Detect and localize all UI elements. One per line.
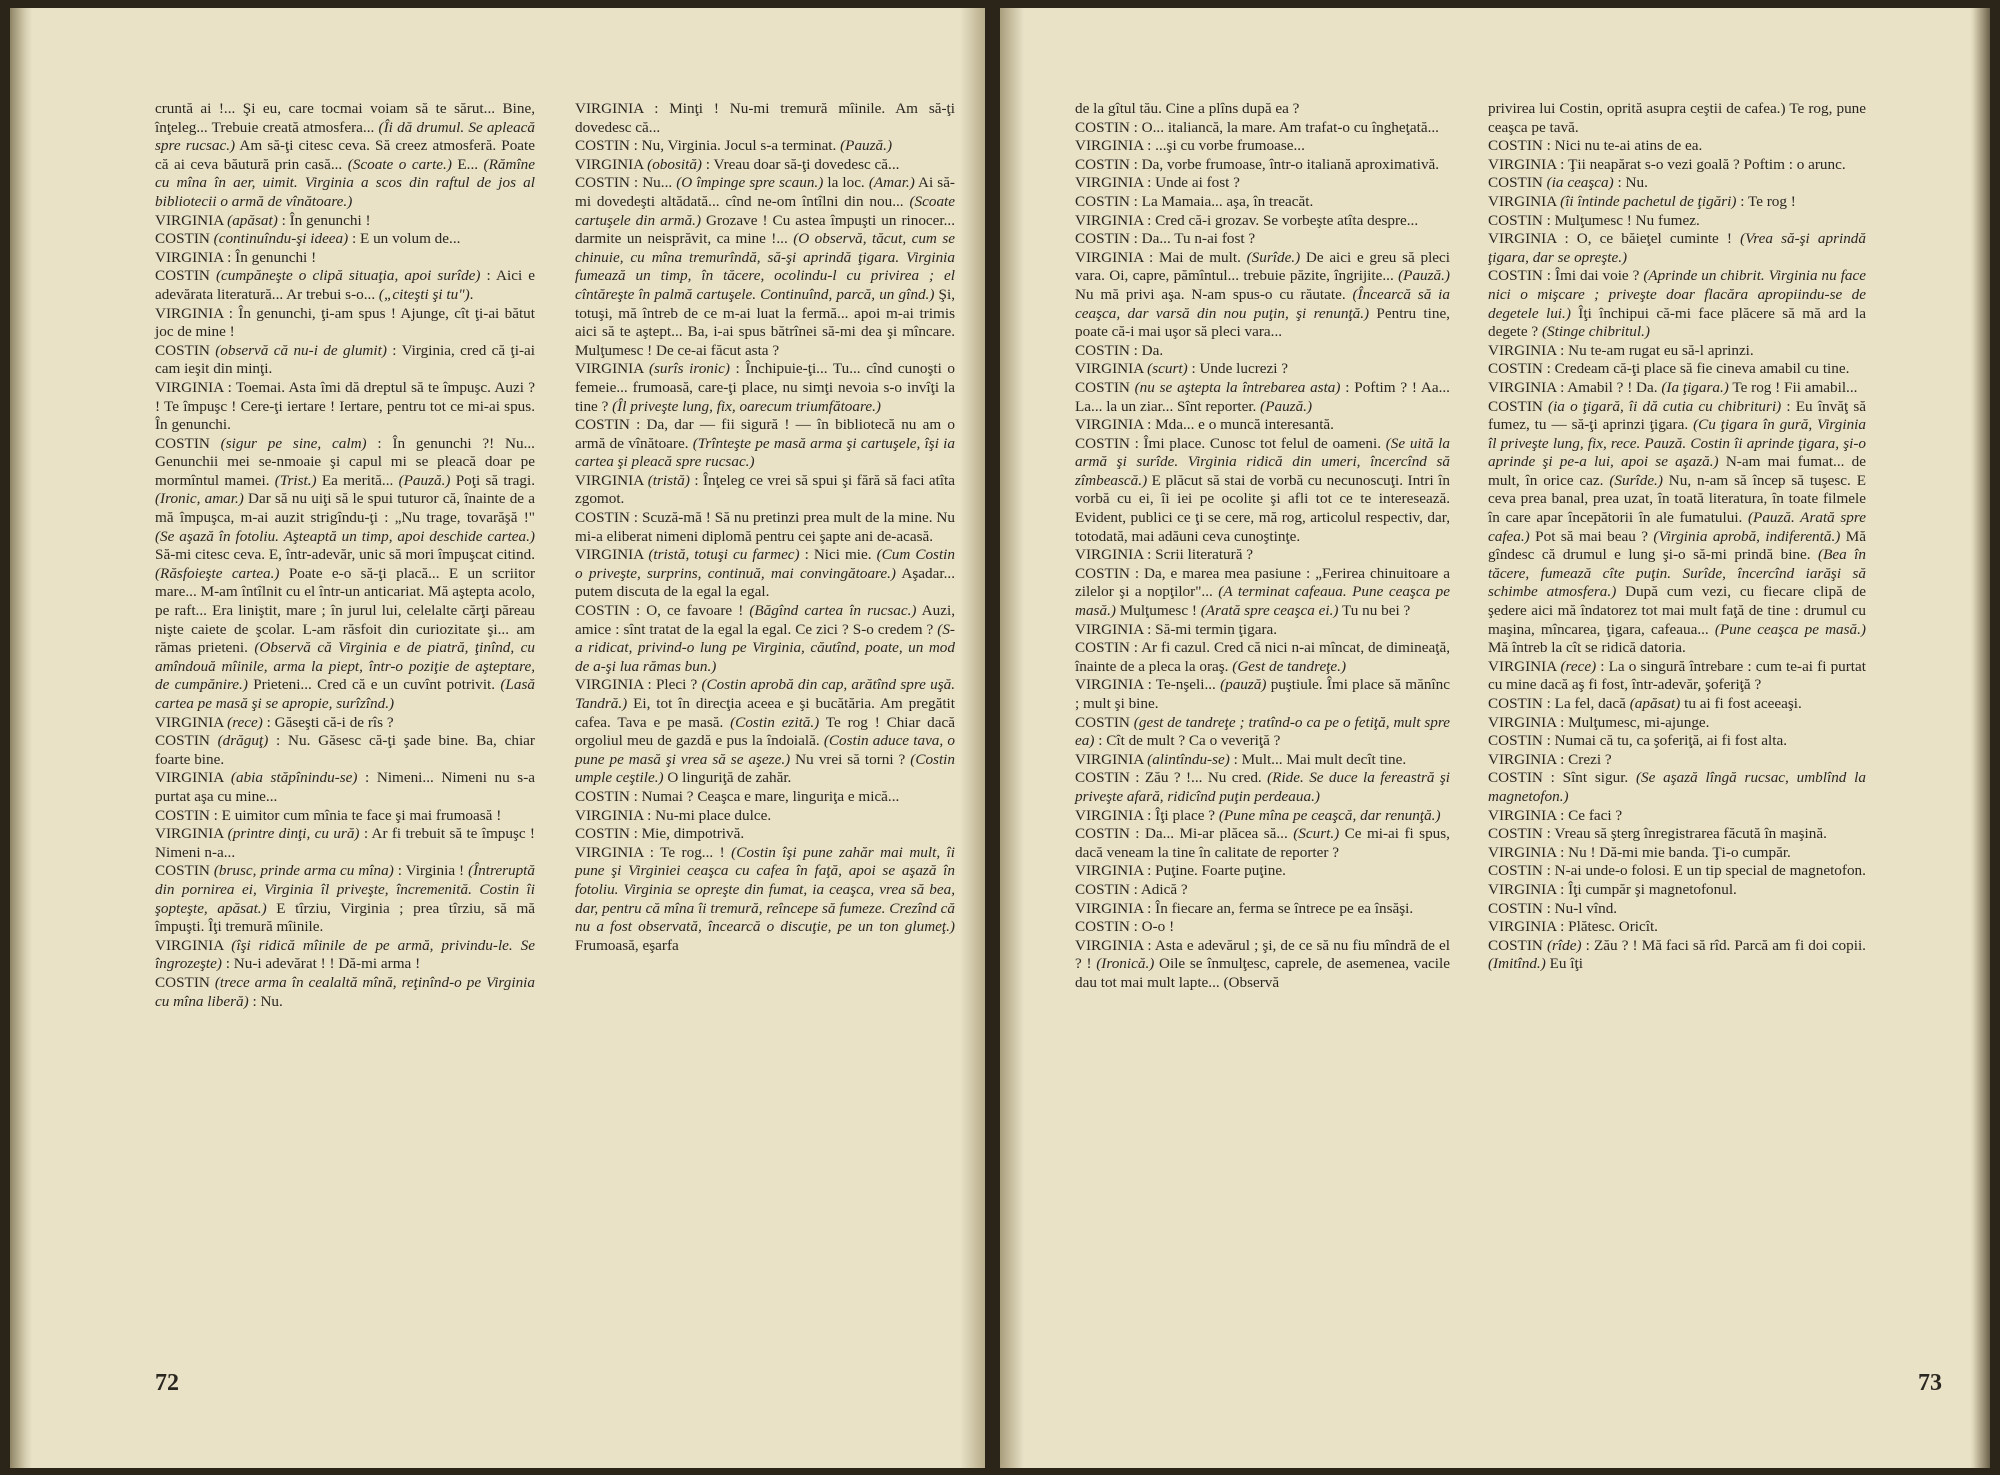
dialogue-line: VIRGINIA (rece) : Găseşti că-i de rîs ?	[155, 713, 394, 731]
dialogue-line: COSTIN : Credeam că-ţi place să fie cineva amabil cu tine.	[1488, 360, 1850, 378]
page-edge-shadow	[1970, 8, 1990, 1468]
dialogue-line: VIRGINIA : Îţi place ? (Pune mîna pe ceaşcă, dar renunţă.)	[1075, 806, 1441, 824]
dialogue-line: VIRGINIA : Mai de mult. (Surîde.) De aici e greu să pleci vara. Oi, capre, pămîntul... trebuie păzite, îngrijite... (Pauză.) Nu mă privi aşa. N-am spus-o cu răutate. (Încearcă să ia ceaşca, dar varsă din nou puţin, şi renunţă.) Pentru tine, poate că-i mai uşor să pleci vara...	[1075, 248, 1450, 341]
dialogue-line: COSTIN : Nici nu te-ai atins de ea.	[1488, 137, 1703, 155]
dialogue-line: COSTIN : Da, e marea mea pasiune : „Ferirea chinuitoare a zilelor şi a nopţilor"... (A terminat cafeaua. Pune ceaşca pe masă.) Mulţumesc ! (Arată spre ceaşca ei.) Tu nu bei ?	[1075, 564, 1450, 620]
dialogue-line: VIRGINIA : Asta e adevărul ; şi, de ce să nu fiu mîndră de el ? ! (Ironică.) Oile se înmulţesc, caprele, de asemenea, vacile dau tot mai mult lapte... (Observă	[1075, 936, 1450, 991]
dialogue-line: COSTIN : Scuză-mă ! Să nu pretinzi prea mult de la mine. Nu mi-a eliberat nimeni diplomă pentru cei şapte ani de-acasă.	[575, 509, 955, 545]
dialogue-line: VIRGINIA : Crezi ?	[1488, 750, 1612, 768]
text-column-3	[1075, 100, 1450, 993]
dialogue-line: VIRGINIA : Mulţumesc, mi-ajunge.	[1488, 713, 1710, 731]
dialogue-line: COSTIN (cumpăneşte o clipă situaţia, apoi surîde) : Aici e adevărata literatură... Ar trebui s-o... („citeşti şi tu").	[155, 267, 535, 303]
dialogue-line: VIRGINIA : În genunchi, ţi-am spus ! Ajunge, cît ţi-ai bătut joc de mine !	[155, 304, 535, 341]
dialogue-line: cruntă ai !... Şi eu, care tocmai voiam să te sărut... Bine, înţeleg... Trebuie creată atmosfera... (Îi dă drumul. Se apleacă spre rucsac.) Am să-ţi citesc ceva. Să creez atmosferă. Poate că ai ceva băutură prin casă... (Scoate o carte.) E... (Rămîne cu mîna în aer, uimit. Virginia a scos din raftul de jos al bibliotecii o armă de vînătoare.)	[155, 100, 536, 210]
dialogue-line: VIRGINIA (alintîndu-se) : Mult... Mai mult decît tine.	[1075, 750, 1407, 768]
dialogue-line: COSTIN : Mulţumesc ! Nu fumez.	[1488, 211, 1700, 229]
dialogue-line: VIRGINIA : O, ce băieţel cuminte ! (Vrea să-şi aprindă ţigara, dar se opreşte.)	[1488, 230, 1866, 266]
text-column-2	[575, 100, 955, 955]
dialogue-line: COSTIN (rîde) : Zău ? ! Mă faci să rîd. Parcă am fi doi copii. (Imitînd.) Eu îţi	[1488, 936, 1866, 973]
dialogue-line: COSTIN : Numai ? Ceaşca e mare, linguriţa e mică...	[575, 787, 900, 805]
dialogue-line: VIRGINIA (surîs ironic) : Închipuie-ţi... Tu... cînd cunoşti o femeie... frumoasă, care-ţi place, nu simţi nevoia s-o invîţi la tine ? (Îl priveşte lung, fix, oarecum triumfătoare.)	[575, 360, 955, 415]
dialogue-line: COSTIN : Da.	[1075, 341, 1164, 359]
dialogue-line: COSTIN : Îmi place. Cunosc tot felul de oameni. (Se uită la armă şi surîde. Virginia ridică din umeri, încercînd să zîmbească.) E plăcut să stai de vorbă cu necunoscuţi. Intri în vorbă cu ei, îi iei pe ocolite şi afli tot ce te interesează. Evident, publici ce ţi se cere, mă rog, articolul respectiv, dar, totodată, mai adăuni ceva cunoştinţe.	[1075, 434, 1450, 545]
dialogue-line: COSTIN : La Mamaia... aşa, în treacăt.	[1075, 192, 1314, 210]
dialogue-line: COSTIN (drăguţ) : Nu. Găsesc că-ţi şade bine. Ba, chiar foarte bine.	[155, 732, 535, 768]
dialogue-line: VIRGINIA : Unde ai fost ?	[1075, 174, 1240, 192]
dialogue-line: VIRGINIA : Puţine. Foarte puţine.	[1075, 862, 1286, 880]
dialogue-line: VIRGINIA (scurt) : Unde lucrezi ?	[1075, 360, 1288, 378]
dialogue-line: VIRGINIA : Toemai. Asta îmi dă dreptul să te împuşc. Auzi ? ! Te împuşc ! Cere-ţi iertare ! Iertare, pentru tot ce mi-ai spus. În genunchi.	[155, 378, 535, 434]
dialogue-line: COSTIN : Nu... (O împinge spre scaun.) la loc. (Amar.) Ai să-mi dovedeşti altădată... cînd ne-om întîlni din nou... (Scoate cartuşele din armă.) Grozave ! Cu astea împuşti un rinocer... darmite un neisprăvit, ca mine !... (O observă, tăcut, cum se chinuie, cu mîna tremurîndă, să-şi aprindă ţigara. Virginia fumează un timp, în tăcere, ocolindu-l cu privirea ; el cîntăreşte în palmă cartuşele. Continuînd, parcă, un gînd.) Şi, totuşi, mă întreb de ce m-ai luat la fermă... apoi m-ai trimis aici să te aştept... Ba, i-ai spus bătrînei să-mi dea şi mîncare. Mulţumesc ! De ce-ai făcut asta ?	[575, 174, 955, 359]
dialogue-line: VIRGINIA : Nu ! Dă-mi mie banda. Ţi-o cumpăr.	[1488, 843, 1791, 861]
dialogue-line: VIRGINIA : Ţii neapărat s-o vezi goală ? Poftim : o arunc.	[1488, 155, 1846, 173]
dialogue-line: COSTIN (trece arma în cealaltă mînă, reţinînd-o pe Virginia cu mîna liberă) : Nu.	[155, 973, 535, 1010]
dialogue-line: COSTIN : La fel, dacă (apăsat) tu ai fi fost aceeaşi.	[1488, 695, 1802, 712]
dialogue-line: COSTIN : O... italiancă, la mare. Am trafat-o cu îngheţată...	[1075, 118, 1439, 136]
dialogue-line: VIRGINIA : Te-nşeli... (pauză) puştiule. Îmi place să mănînc ; mult şi bine.	[1075, 676, 1450, 712]
right-page	[1000, 8, 1990, 1468]
dialogue-line: COSTIN : Da... Tu n-ai fost ?	[1075, 230, 1256, 248]
dialogue-line: VIRGINIA : Scrii literatură ?	[1075, 546, 1253, 564]
dialogue-line: VIRGINIA (obosită) : Vreau doar să-ţi dovedesc că...	[575, 155, 900, 173]
page-number-left: 72	[155, 1370, 179, 1396]
dialogue-line: COSTIN : Da... Mi-ar plăcea să... (Scurt.) Ce mi-ai fi spus, dacă veneam la tine în calitate de reporter ?	[1075, 825, 1450, 861]
dialogue-line: COSTIN (sigur pe sine, calm) : În genunchi ?! Nu... Genunchii mei se-nmoaie şi capul mi se pleacă doar pe mormîntul mamei. (Trist.) Ea merită... (Pauză.) Poţi să tragi. (Ironic, amar.) Dar să nu uiţi să le spui tuturor că, înainte de a mă împuşca, m-ai auzit strigîndu-ţi : „Nu trage, tovarăşă !" (Se aşază în fotoliu. Aşteaptă un timp, apoi deschide cartea.) Să-mi citesc ceva. E, într-adevăr, unic să mori împuşcat citind. (Răsfoieşte cartea.) Poate e-o să-ţi placă... E un scriitor mare... M-am întîlnit cu el într-un anticariat. Mă aştepta acolo, pe raft... Era liniştit, mare ; în jurul lui, celelalte cărţi păreau nişte caiete de şcolar. L-am răsfoit din curiozitate şi... am rămas prieteni. (Observă că Virginia e de piatră, ţinînd, cu amîndouă mîinile, arma la piept, într-o poziţie de aşteptare, de cumpănire.) Prieteni... Cred că e un cuvînt potrivit. (Lasă cartea pe masă şi se apropie, surîzînd.)	[155, 434, 536, 712]
dialogue-line: VIRGINIA : Nu te-am rugat eu să-l aprinzi.	[1488, 341, 1754, 359]
dialogue-line: VIRGINIA : Nu-mi place dulce.	[575, 806, 772, 824]
dialogue-line: VIRGINIA : Minţi ! Nu-mi tremură mîinile. Am să-ţi dovedesc că...	[575, 100, 955, 136]
dialogue-line: VIRGINIA : Să-mi termin ţigara.	[1075, 620, 1278, 638]
dialogue-line: VIRGINIA : Ce faci ?	[1488, 806, 1623, 824]
dialogue-line: COSTIN (ia o ţigară, îi dă cutia cu chibrituri) : Eu învăţ să fumez, tu — să-ţi aprinzi ţigara. (Cu ţigara în gură, Virginia îl priveşte lung, fix, rece. Pauză. Costin îi aprinde ţigara, şi-o aprinde şi pe-a lui, apoi se aşază.) N-am mai fumat... de mult, în orice caz. (Surîde.) Nu, n-am să încep să tuşesc. E ceva prea banal, prea uzat, în toată literatura, în toate filmele în care apar începătorii în ale fumatului. (Pauză. Arată spre cafea.) Pot să mai beau ? (Virginia aprobă, indiferentă.) Mă gîndesc că drumul e lung şi-o să-mi prindă bine. (Bea în tăcere, fumează cîte puţin. Surîde, încercînd iarăşi să schimbe atmosfera.) După cum vezi, cu fiecare clipă de şedere aici mă îndatorez tot mai mult faţă de tine : drumul cu maşina, mîncarea, ţigara, cafeaua... (Pune ceaşca pe masă.) Mă întreb la cît se ridică datoria.	[1488, 397, 1867, 657]
gutter-shadow	[960, 8, 984, 1468]
dialogue-line: COSTIN : Mie, dimpotrivă.	[575, 825, 745, 843]
dialogue-line: COSTIN (ia ceaşca) : Nu.	[1488, 174, 1648, 192]
dialogue-line: VIRGINIA (tristă, totuşi cu farmec) : Nici mie. (Cum Costin o priveşte, surprins, continuă, mai convingătoare.) Aşadar... putem discuta de la egal la egal.	[575, 546, 955, 601]
dialogue-line: COSTIN : O-o !	[1075, 918, 1175, 936]
dialogue-line: VIRGINIA (tristă) : Înţeleg ce vrei să spui şi fără să faci atîta zgomot.	[575, 471, 955, 508]
dialogue-line: VIRGINIA (îi întinde pachetul de ţigări) : Te rog !	[1488, 192, 1796, 210]
dialogue-line: VIRGINIA : ...şi cu vorbe frumoase...	[1075, 137, 1305, 155]
dialogue-line: COSTIN : Nu-l vînd.	[1488, 899, 1618, 917]
dialogue-line: VIRGINIA : Te rog... ! (Costin îşi pune zahăr mai mult, îi pune şi Virginiei ceaşca cu cafea în faţă, apoi se aşază în fotoliu. Virginia se opreşte din fumat, ia ceaşca, vrea să bea, dar, pentru că mîna îi tremură, reîncepe să fumeze. Crezînd că nu a fost observată, încearcă o discuţie, pe un ton glumeţ.) Frumoasă, eşarfa	[575, 843, 955, 954]
dialogue-line: VIRGINIA : Mda... e o muncă interesantă.	[1075, 416, 1334, 434]
dialogue-line: VIRGINIA : În genunchi !	[155, 248, 317, 266]
dialogue-line: VIRGINIA : În fiecare an, ferma se întrece pe ea însăşi.	[1075, 899, 1414, 917]
dialogue-line: VIRGINIA : Îţi cumpăr şi magnetofonul.	[1488, 880, 1737, 898]
dialogue-line: VIRGINIA : Plătesc. Oricît.	[1488, 918, 1658, 936]
page-number-right: 73	[1918, 1370, 1942, 1396]
dialogue-line: COSTIN (observă că nu-i de glumit) : Virginia, cred că ţi-ai cam ieşit din minţi.	[155, 341, 535, 378]
dialogue-line: COSTIN : Îmi dai voie ? (Aprinde un chibrit. Virginia nu face nici o mişcare ; priveşte doar flacăra apropiindu-se de degetele lui.) Îţi închipui că-mi face plăcere să mă ard la degete ? (Stinge chibritul.)	[1488, 267, 1866, 341]
dialogue-line: COSTIN : Vreau să şterg înregistrarea făcută în maşină.	[1488, 825, 1827, 843]
dialogue-line: VIRGINIA (abia stăpînindu-se) : Nimeni... Nimeni nu s-a purtat aşa cu mine...	[155, 769, 535, 805]
dialogue-line: VIRGINIA : Pleci ? (Costin aprobă din cap, arătînd spre uşă. Tandră.) Ei, tot în direcţia aceea e şi bucătăria. Am pregătit cafea. Tava e pe masă. (Costin ezită.) Te rog ! Chiar dacă orgoliul meu de gazdă e pus la îndoială. (Costin aduce tava, o pune pe masă şi vrea să se aşeze.) Nu vrei să torni ? (Costin umple ceştile.) O linguriţă de zahăr.	[575, 676, 955, 787]
dialogue-line: VIRGINIA (apăsat) : În genunchi !	[155, 211, 371, 229]
text-column-1	[155, 100, 535, 1011]
dialogue-line: COSTIN : N-ai unde-o folosi. E un tip special de magnetofon.	[1488, 862, 1866, 880]
dialogue-line: COSTIN : Zău ? !... Nu cred. (Ride. Se duce la fereastră şi priveşte afară, ridicînd puţin perdeaua.)	[1075, 769, 1450, 805]
dialogue-line: COSTIN : E uimitor cum mînia te face şi mai frumoasă !	[155, 806, 502, 824]
dialogue-line: COSTIN : Nu, Virginia. Jocul s-a terminat. (Pauză.)	[575, 137, 893, 155]
dialogue-line: COSTIN : Da, dar — fii sigură ! — în bibliotecă nu am o armă de vînătoare. (Trînteşte pe masă arma şi cartuşele, îşi ia cartea şi pleacă spre rucsac.)	[575, 416, 955, 471]
dialogue-line: COSTIN (nu se aştepta la întrebarea asta) : Poftim ? ! Aa... La... la un ziar... Sînt reporter. (Pauză.)	[1075, 378, 1450, 415]
page-edge-shadow	[10, 8, 32, 1468]
gutter-shadow	[1000, 8, 1024, 1468]
text-column-4	[1488, 100, 1866, 974]
dialogue-line: VIRGINIA : Cred că-i grozav. Se vorbeşte atîta despre...	[1075, 211, 1419, 229]
dialogue-line: VIRGINIA (rece) : La o singură întrebare : cum te-ai fi purtat cu mine dacă aş fi fost, într-adevăr, şoferiţă ?	[1488, 657, 1866, 694]
dialogue-line: privirea lui Costin, oprită asupra ceştii de cafea.) Te rog, pune ceaşca pe tavă.	[1488, 100, 1866, 136]
dialogue-line: VIRGINIA (îşi ridică mîinile de pe armă, privindu-le. Se îngrozeşte) : Nu-i adevărat ! ! Dă-mi arma !	[155, 936, 535, 973]
dialogue-line: VIRGINIA : Amabil ? ! Da. (Ia ţigara.) Te rog ! Fii amabil...	[1488, 378, 1858, 396]
dialogue-line: COSTIN : O, ce favoare ! (Băgînd cartea în rucsac.) Auzi, amice : sînt tratat de la egal la egal. Ce zici ? S-o credem ? (S-a ridicat, privind-o lung pe Virginia, căutînd, poate, un mod de a-şi lua rămas bun.)	[575, 602, 955, 675]
dialogue-line: COSTIN : Sînt sigur. (Se aşază lîngă rucsac, umblînd la magnetofon.)	[1488, 769, 1866, 805]
dialogue-line: COSTIN (brusc, prinde arma cu mîna) : Virginia ! (Întreruptă din pornirea ei, Virginia îl priveşte, încremenită. Costin îi şopteşte, apăsat.) E tîrziu, Virginia ; prea tîrziu, să mă împuşti. Îţi tremură mîinile.	[155, 862, 535, 936]
dialogue-line: COSTIN : Numai că tu, ca şoferiţă, ai fi fost alta.	[1488, 732, 1788, 750]
dialogue-line: COSTIN : Ar fi cazul. Cred că nici n-ai mîncat, de dimineaţă, înainte de a pleca la oraş. (Gest de tandreţe.)	[1075, 639, 1450, 675]
dialogue-line: COSTIN : Da, vorbe frumoase, într-o italiană aproximativă.	[1075, 155, 1440, 173]
dialogue-line: VIRGINIA (printre dinţi, cu ură) : Ar fi trebuit să te împuşc ! Nimeni n-a...	[155, 825, 535, 861]
dialogue-line: COSTIN : Adică ?	[1075, 880, 1188, 898]
left-page	[10, 8, 985, 1468]
dialogue-line: COSTIN (continuîndu-şi ideea) : E un volum de...	[155, 230, 461, 248]
dialogue-line: COSTIN (gest de tandreţe ; tratînd-o ca pe o fetiţă, mult spre ea) : Cît de mult ? Ca o veveriţă ?	[1075, 713, 1450, 750]
dialogue-line: de la gîtul tău. Cine a plîns după ea ?	[1075, 100, 1300, 117]
